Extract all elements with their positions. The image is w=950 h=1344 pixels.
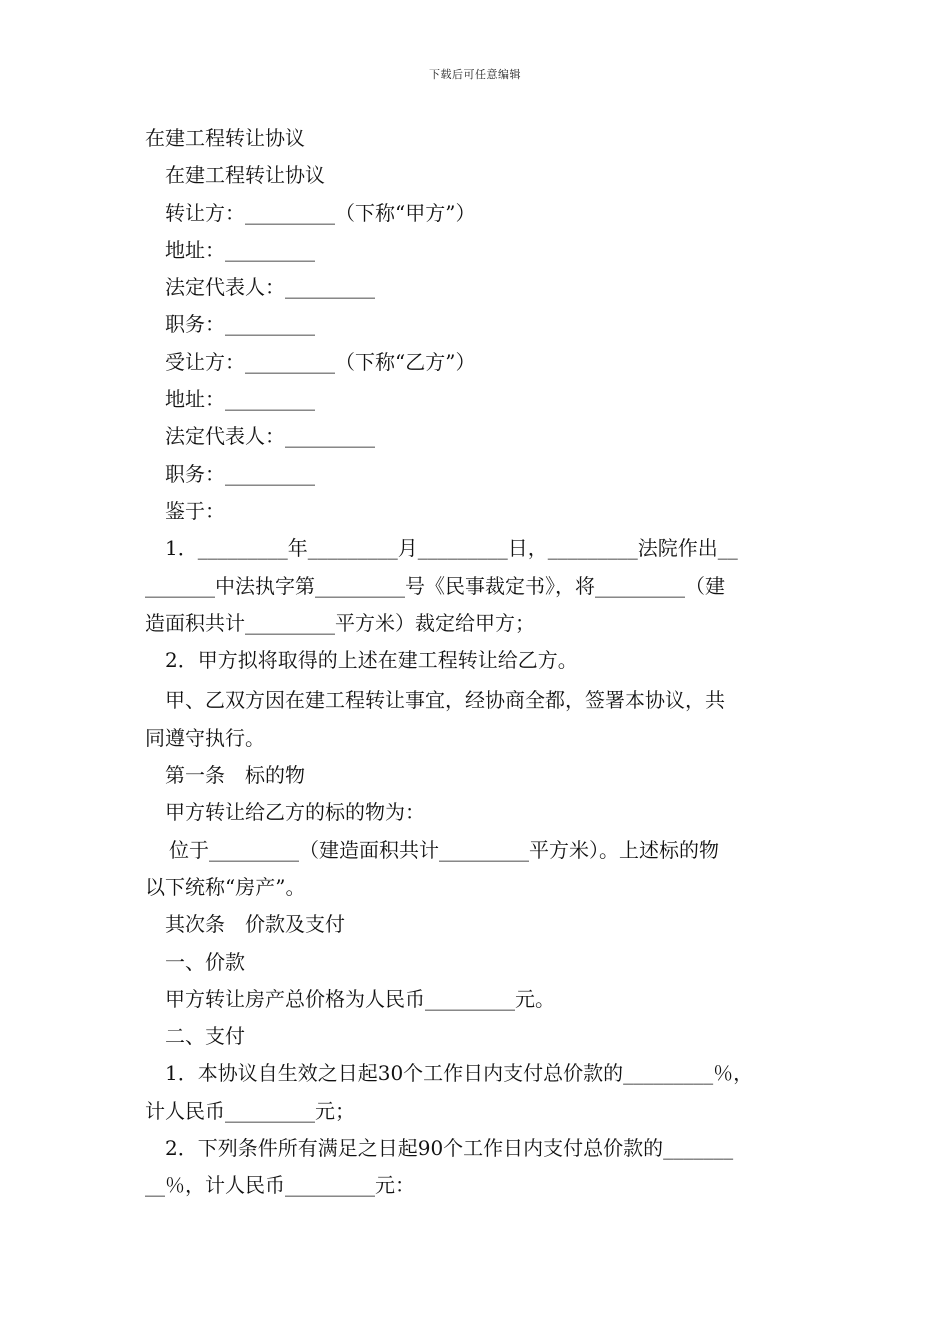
transferor-line: 转让方：_________（下称“甲方”）: [165, 200, 476, 225]
article-1-intro: 甲方转让给乙方的标的物为：: [165, 800, 425, 825]
transferee-line: 受让方：_________（下称“乙方”）: [165, 349, 476, 374]
payment-item-1-line-1: 1．本协议自生效之日起30个工作日内支付总价款的_________％，: [165, 1061, 754, 1086]
whereas-item-1-line-1: 1．_________年_________月_________日，_________法院作出__: [165, 536, 738, 561]
article-1-location-line-2: 以下统称“房产”。: [145, 874, 306, 899]
document-title: 在建工程转让协议: [145, 126, 305, 150]
payment-item-2-line-2: __％，计人民币_________元：: [145, 1173, 415, 1198]
whereas-heading: 鉴于：: [165, 498, 225, 523]
transferor-address-line: 地址：_________: [165, 237, 315, 262]
transferee-position-line: 职务：_________: [165, 461, 315, 486]
transferee-address-line: 地址：_________: [165, 387, 315, 412]
article-1-location-line-1: 位于_________（建造面积共计_________平方米）。上述标的物: [169, 837, 719, 862]
price-heading: 一、价款: [165, 949, 245, 974]
transferor-legal-rep-line: 法定代表人：_________: [165, 275, 375, 300]
document-body: [145, 120, 810, 1205]
agreement-preamble-line-1: 甲、乙双方因在建工程转让事宜，经协商全都，签署本协议，共: [165, 688, 725, 713]
payment-item-1-line-2: 计人民币_________元；: [145, 1098, 355, 1123]
transferor-position-line: 职务：_________: [165, 312, 315, 337]
page-header-note: 下载后可任意编辑: [429, 68, 521, 81]
whereas-item-1-line-3: 造面积共计_________平方米）裁定给甲方；: [145, 610, 535, 635]
price-line: 甲方转让房产总价格为人民币_________元。: [165, 986, 555, 1011]
transferee-legal-rep-line: 法定代表人：_________: [165, 424, 375, 449]
document-subtitle: 在建工程转让协议: [165, 163, 325, 188]
whereas-item-2: 2．甲方拟将取得的上述在建工程转让给乙方。: [165, 648, 578, 673]
whereas-item-1-line-2: _______中法执字第_________号《民事裁定书》，将_________（建: [145, 573, 725, 598]
agreement-preamble-line-2: 同遵守执行。: [145, 725, 265, 750]
article-2-heading: 其次条 价款及支付: [165, 912, 345, 937]
article-1-heading: 第一条 标的物: [165, 763, 305, 788]
payment-heading: 二、支付: [165, 1024, 245, 1049]
payment-item-2-line-1: 2．下列条件所有满足之日起90个工作日内支付总价款的_______: [165, 1136, 734, 1161]
